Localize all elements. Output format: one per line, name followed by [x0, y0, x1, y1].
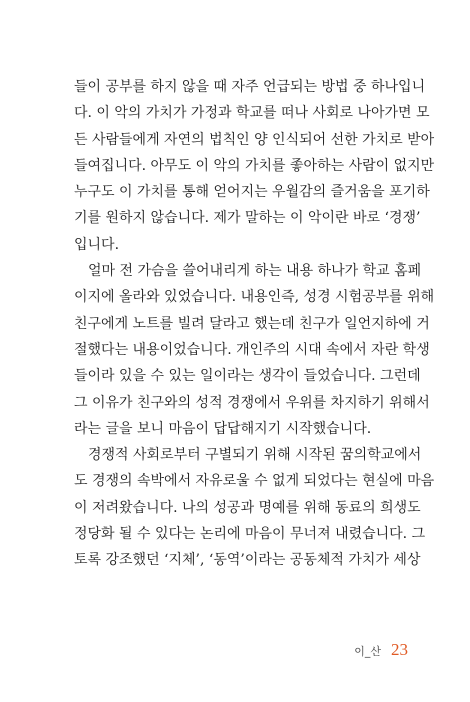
text-line: 정당화 될 수 있다는 논리에 마음이 무너져 내렸습니다. 그 [74, 526, 426, 543]
text-line: 그 이유가 친구와의 성적 경쟁에서 우위를 차지하기 위해서 [74, 394, 430, 411]
text-line: 들여집니다. 아무도 이 악의 가치를 좋아하는 사람이 없지만 [74, 157, 435, 174]
text-line: 기를 원하지 않습니다. 제가 말하는 이 악이란 바로 ‘경쟁’ [74, 210, 421, 227]
body-text [74, 74, 435, 574]
text-line: 경쟁적 사회로부터 구별되기 위해 시작된 꿈의학교에서 [88, 447, 422, 464]
text-line: 든 사람들에게 자연의 법칙인 양 인식되어 선한 가치로 받아 [74, 131, 435, 148]
page-footer [328, 640, 408, 664]
text-line: 얼마 전 가슴을 쓸어내리게 하는 내용 하나가 학교 홈페 [88, 263, 422, 280]
text-line: 절했다는 내용이었습니다. 개인주의 시대 속에서 자란 학생 [74, 341, 430, 358]
author-name: 이_산 [354, 645, 381, 658]
page-number: 23 [391, 640, 408, 659]
text-line: 다. 이 악의 가치가 가정과 학교를 떠나 사회로 나아가면 모 [74, 105, 430, 122]
text-line: 이지에 올라와 있었습니다. 내용인즉, 성경 시험공부를 위해 [74, 289, 435, 306]
text-line: 들이라 있을 수 있는 일이라는 생각이 들었습니다. 그런데 [74, 368, 421, 385]
text-line: 토록 강조했던 ‘지체’, ‘동역’이라는 공동체적 가치가 세상 [74, 552, 421, 569]
text-line: 라는 글을 보니 마음이 답답해지기 시작했습니다. [74, 420, 372, 437]
text-line: 누구도 이 가치를 통해 얻어지는 우월감의 즐거움을 포기하 [74, 184, 430, 201]
text-line: 친구에게 노트를 빌려 달라고 했는데 친구가 일언지하에 거 [74, 315, 430, 332]
text-line: 들이 공부를 하지 않을 때 자주 언급되는 방법 중 하나입니 [74, 79, 426, 95]
text-line: 도 경쟁의 속박에서 자유로울 수 없게 되었다는 현실에 마음 [74, 473, 435, 490]
text-line: 입니다. [74, 236, 120, 253]
text-line: 이 저려왔습니다. 나의 성공과 명예를 위해 동료의 희생도 [74, 499, 421, 516]
